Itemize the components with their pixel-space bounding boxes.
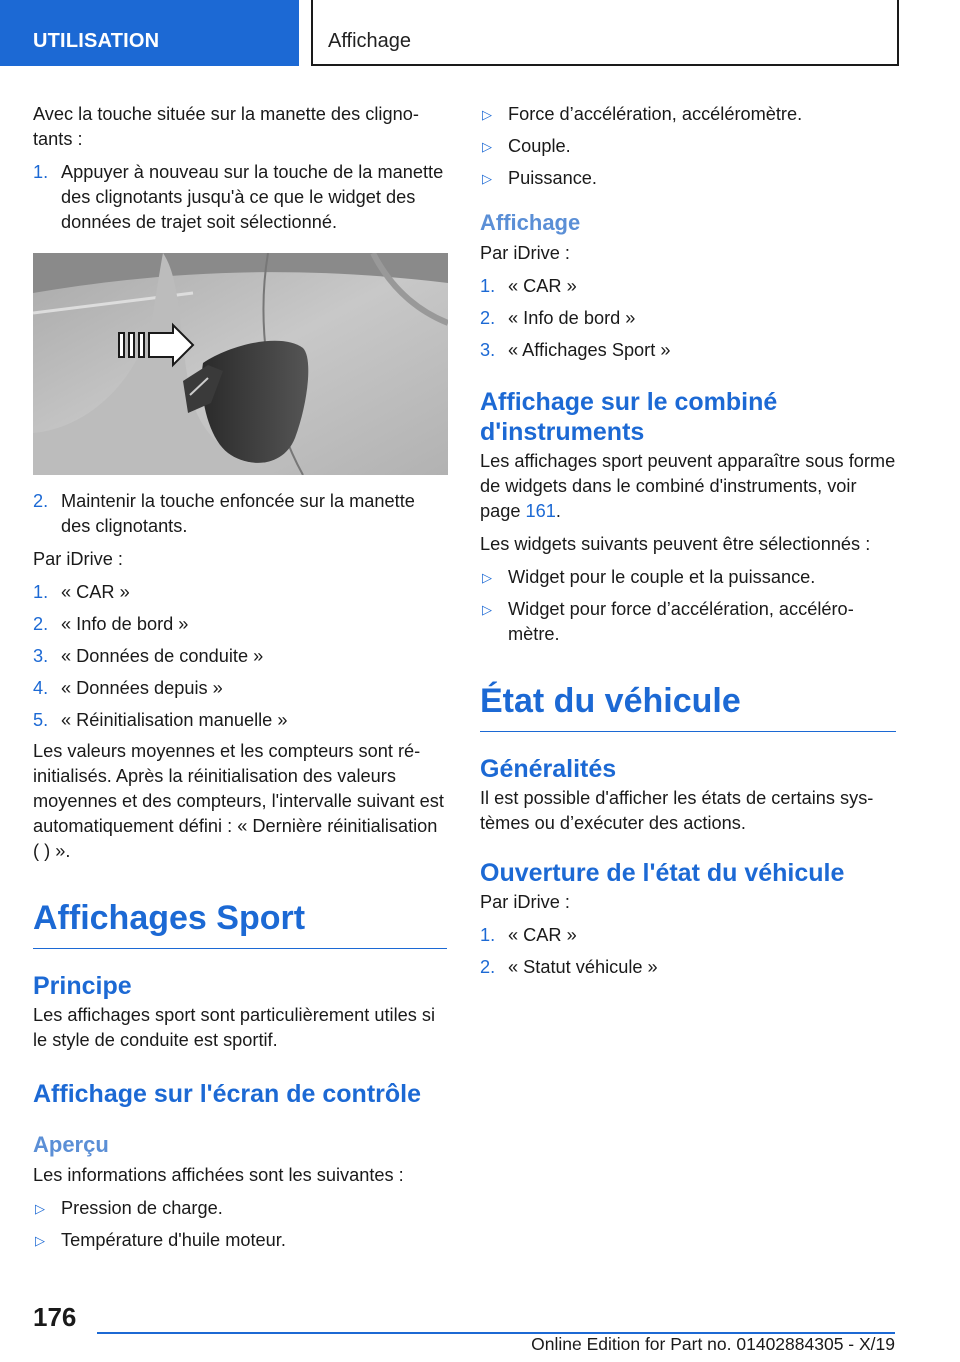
steps-list-a — [33, 160, 447, 235]
ouverture-steps — [480, 923, 896, 980]
step-number: 2. — [33, 491, 49, 511]
section-heading-etat: État du véhicule — [480, 681, 896, 732]
step-number: 4. — [33, 678, 49, 698]
item-text: Force d’accélération, accéléromètre. — [508, 104, 803, 124]
step-number: 3. — [33, 646, 49, 666]
step-text: « Affichages Sport » — [508, 340, 671, 360]
heading-generalites: Généralités — [480, 755, 617, 783]
step-number: 2. — [480, 308, 496, 328]
list-item — [480, 565, 896, 590]
step-text: « CAR » — [508, 925, 577, 945]
reset-text: Les valeurs moyennes et les compteurs sont réinitialisés. Après la réinitialisation des valeurs moyennes et des compteurs, l'intervalle suivant est automatiquement défini : « Dernière réinitialisation ( ) ». — [33, 741, 444, 861]
list-item — [480, 102, 896, 127]
list-item — [480, 923, 896, 948]
idrive-steps — [33, 580, 447, 733]
left-column — [33, 102, 447, 1253]
list-item — [480, 306, 896, 331]
list-item — [33, 1228, 447, 1253]
list-item — [480, 597, 896, 647]
page-link[interactable]: 161 — [525, 501, 556, 521]
list-item — [480, 274, 896, 299]
steps-list-b — [33, 489, 447, 539]
idrive-label: Par iDrive : — [480, 892, 570, 912]
step-number: 1. — [480, 276, 496, 296]
combine-text-part: Les affichages sport peuvent apparaître sous forme de widgets dans le combiné d'instruments, voir page — [480, 451, 896, 521]
header-title-box — [311, 0, 899, 66]
idrive-label: Par iDrive : — [480, 243, 570, 263]
list-item — [33, 644, 447, 669]
combine-text — [480, 449, 896, 524]
section-tab — [0, 0, 299, 66]
intro-text: Avec la touche située sur la manette des clignotants : — [33, 104, 419, 149]
turn-signal-lever-illustration — [33, 253, 448, 475]
heading-ecran: Affichage sur l'écran de contrôle — [33, 1080, 421, 1108]
widgets-list — [480, 565, 896, 647]
step-text: « CAR » — [61, 582, 130, 602]
list-item — [33, 612, 447, 637]
list-item — [33, 1196, 447, 1221]
step-text: « Statut véhicule » — [508, 957, 658, 977]
principe-text: Les affichages sport sont particulièrement utiles si le style de conduite est sportif. — [33, 1005, 436, 1050]
step-text: « Info de bord » — [508, 308, 636, 328]
list-item — [480, 166, 896, 191]
step-text: « CAR » — [508, 276, 577, 296]
section-label: UTILISATION — [33, 30, 160, 52]
triangle-right-icon: ▷ — [482, 570, 492, 585]
idrive-label: Par iDrive : — [33, 549, 123, 569]
step-number: 1. — [480, 925, 496, 945]
combine-text-end: . — [555, 501, 561, 521]
step-text: « Données de conduite » — [61, 646, 264, 666]
edition-text: Online Edition for Part no. 01402884305 - X/19 — [531, 1334, 895, 1354]
item-text: Température d'huile moteur. — [61, 1230, 286, 1250]
list-item — [33, 708, 447, 733]
heading-affichage: Affichage — [480, 210, 581, 235]
sensor-list — [480, 102, 896, 191]
list-item — [480, 955, 896, 980]
heading-apercu: Aperçu — [33, 1132, 109, 1157]
heading-principe: Principe — [33, 972, 132, 1000]
triangle-right-icon: ▷ — [482, 107, 492, 122]
section-heading-sport: Affichages Sport — [33, 898, 447, 949]
step-text: Appuyer à nouveau sur la touche de la manette des clignotants jusqu'à ce que le widget des données de trajet soit sélectionné. — [61, 162, 444, 232]
page-number: 176 — [33, 1302, 77, 1332]
item-text: Pression de charge. — [61, 1198, 223, 1218]
generalites-text: Il est possible d'afficher les états de certains systèmes ou d’exécuter des actions. — [480, 788, 874, 833]
heading-ouverture: Ouverture de l'état du véhicule — [480, 859, 845, 887]
list-item — [33, 489, 447, 539]
step-text: « Réinitialisation manuelle » — [61, 710, 288, 730]
triangle-right-icon: ▷ — [482, 602, 492, 617]
right-column — [480, 102, 896, 980]
step-number: 2. — [33, 614, 49, 634]
heading-combine: Affichage sur le combiné d'instruments — [480, 388, 778, 446]
item-text: Couple. — [508, 136, 571, 156]
triangle-right-icon: ▷ — [35, 1233, 45, 1248]
list-item — [480, 338, 896, 363]
item-text: Widget pour force d’accélération, accéléromètre. — [508, 599, 854, 644]
widgets-text: Les widgets suivants peuvent être sélectionnés : — [480, 534, 871, 554]
step-text: « Données depuis » — [61, 678, 223, 698]
step-number: 3. — [480, 340, 496, 360]
list-item — [33, 676, 447, 701]
item-text: Puissance. — [508, 168, 597, 188]
triangle-right-icon: ▷ — [482, 139, 492, 154]
apercu-text: Les informations affichées sont les suivantes : — [33, 1165, 404, 1185]
step-text: « Info de bord » — [61, 614, 189, 634]
list-item — [33, 580, 447, 605]
list-item — [33, 160, 447, 235]
step-number: 2. — [480, 957, 496, 977]
triangle-right-icon: ▷ — [482, 171, 492, 186]
list-item — [480, 134, 896, 159]
triangle-right-icon: ▷ — [35, 1201, 45, 1216]
idrive-steps — [480, 274, 896, 363]
page-title: Affichage — [328, 30, 412, 52]
item-text: Widget pour le couple et la puissance. — [508, 567, 816, 587]
step-number: 5. — [33, 710, 49, 730]
step-number: 1. — [33, 582, 49, 602]
step-text: Maintenir la touche enfoncée sur la manette des clignotants. — [61, 491, 415, 536]
step-number: 1. — [33, 162, 49, 182]
apercu-list — [33, 1196, 447, 1253]
